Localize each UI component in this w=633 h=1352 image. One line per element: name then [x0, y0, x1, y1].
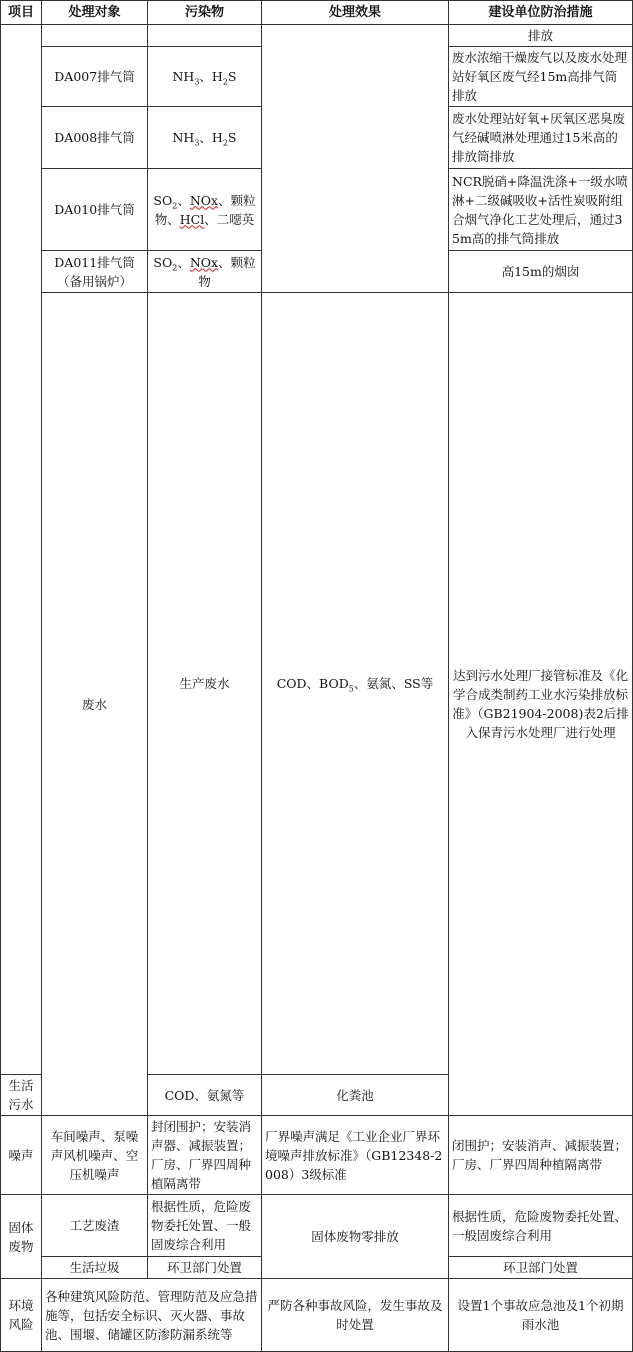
pollutant-cell: 封闭围护；安装消声器、减振装置；厂房、厂界四周种植隔离带 [148, 1116, 262, 1195]
effect-cell: 达到污水处理厂接管标准及《化学合成类制药工业水污染排放标准》（GB21904-2008)表2后排入保青污水处理厂进行处理 [449, 293, 633, 1116]
subscript: 3 [194, 77, 200, 87]
effect-cell-exhaust [262, 25, 449, 293]
pollutant-hcl: HCl [179, 211, 205, 227]
pollutant-cell: COD、氨氮等 [148, 1075, 262, 1116]
subscript: 5 [348, 684, 354, 694]
header-row [1, 1, 633, 25]
object-cell: 工艺废渣 [42, 1195, 148, 1257]
pollutant-cell [148, 47, 262, 107]
measure-cell: 化粪池 [262, 1075, 449, 1116]
measure-cell: 高15m的烟囱 [449, 251, 633, 293]
measure-cell: NCR脱硝+降温洗涤+一级水喷淋+二级碱吸收+活性炭吸附组合烟气净化工艺处理后，通过35m高的排气筒排放 [449, 169, 633, 251]
item-cell-solid-waste: 固体废物 [1, 1195, 42, 1279]
item-cell-noise: 噪声 [1, 1116, 42, 1195]
pollutant-text: 、颗粒物 [198, 254, 256, 289]
effect-cell: 厂界噪声满足《工业企业厂界环境噪声排放标准》（GB12348-2008）3级标准 [262, 1116, 449, 1195]
pollutant-text: SO [153, 254, 173, 270]
item-cell-risk: 环境风险 [1, 1279, 42, 1352]
pollutant-text: SO [153, 192, 173, 208]
measure-cell: 闭围护；安装消声、减振装置；厂房、厂界四周种植隔离带 [449, 1116, 633, 1195]
measure-cell: 设置1个事故应急池及1个初期雨水池 [449, 1279, 633, 1352]
measure-cell: 环卫部门处置 [449, 1257, 633, 1279]
pollutant-cell: 环卫部门处置 [148, 1257, 262, 1279]
object-cell: DA011排气筒（备用锅炉） [42, 251, 148, 293]
subscript: 2 [222, 138, 228, 148]
pollutant-text: 、 [177, 254, 190, 270]
object-cell [42, 25, 148, 47]
pollutant-text: NH [172, 69, 195, 84]
object-cell: 生产废水 [148, 293, 262, 1075]
pollutant-cell [148, 107, 262, 169]
pollutant-text: NH [172, 130, 195, 145]
table-row [1, 293, 633, 1075]
measure-cell: 废水浓缩干燥废气以及废水处理站好氧区废气经15m高排气筒排放 [449, 47, 633, 107]
measure-cell: 废水处理站好氧+厌氧区恶臭废气经碱喷淋处理通过15米高的排放筒排放 [449, 107, 633, 169]
pollutant-text: 、颗粒物、 [154, 192, 256, 227]
pollutant-text: 、二噁英 [204, 211, 255, 227]
pollutant-text: 、H [199, 130, 223, 145]
item-cell-exhaust [1, 25, 42, 1075]
effect-cell: 固体废物零排放 [262, 1195, 449, 1279]
object-cell: 车间噪声、泵噪声风机噪声、空压机噪声 [42, 1116, 148, 1195]
object-cell: DA007排气筒 [42, 47, 148, 107]
measure-cell: 排放 [449, 25, 633, 47]
pollutant-text: S [227, 69, 237, 84]
pollutant-text: 、 [177, 192, 190, 208]
item-cell-wastewater: 废水 [42, 293, 148, 1116]
pollutant-text: COD、BOD [276, 676, 349, 691]
table-row [1, 25, 633, 47]
table-row [1, 1116, 633, 1195]
object-cell: 生活污水 [1, 1075, 42, 1116]
object-cell: DA008排气筒 [42, 107, 148, 169]
pollutant-cell [148, 25, 262, 47]
object-cell: 各种建筑风险防范、管理防范及应急措施等，包括安全标识、灭火器、事故池、围堰、储罐区防渗防漏系统等 [42, 1279, 262, 1352]
table-row [1, 1279, 633, 1352]
pollutant-text: 、氨氮、SS等 [353, 676, 434, 691]
pollutant-cell [148, 251, 262, 293]
object-cell: 生活垃圾 [42, 1257, 148, 1279]
header-item: 项目 [1, 1, 42, 25]
subscript: 2 [172, 263, 178, 272]
subscript: 3 [194, 138, 200, 148]
pollutant-cell: 根据性质，危险废物委托处置、一般固废综合利用 [148, 1195, 262, 1257]
measure-cell: 根据性质，危险废物委托处置、一般固废综合利用 [449, 1195, 633, 1257]
pollutant-text: 、H [199, 69, 223, 84]
header-measures: 建设单位防治措施 [449, 1, 633, 25]
effect-cell: 严防各种事故风险，发生事故及时处置 [262, 1279, 449, 1352]
header-object: 处理对象 [42, 1, 148, 25]
object-cell: DA010排气筒 [42, 169, 148, 251]
header-effect: 处理效果 [262, 1, 449, 25]
pollutant-cell [262, 293, 449, 1075]
table-row [1, 1195, 633, 1257]
pollutant-cell [148, 169, 262, 251]
pollutant-nox: NOx [189, 192, 219, 208]
subscript: 2 [172, 201, 178, 210]
pollutant-nox: NOx [189, 254, 219, 270]
pollutant-text: S [227, 130, 237, 145]
header-pollutant: 污染物 [148, 1, 262, 25]
subscript: 2 [222, 77, 228, 87]
